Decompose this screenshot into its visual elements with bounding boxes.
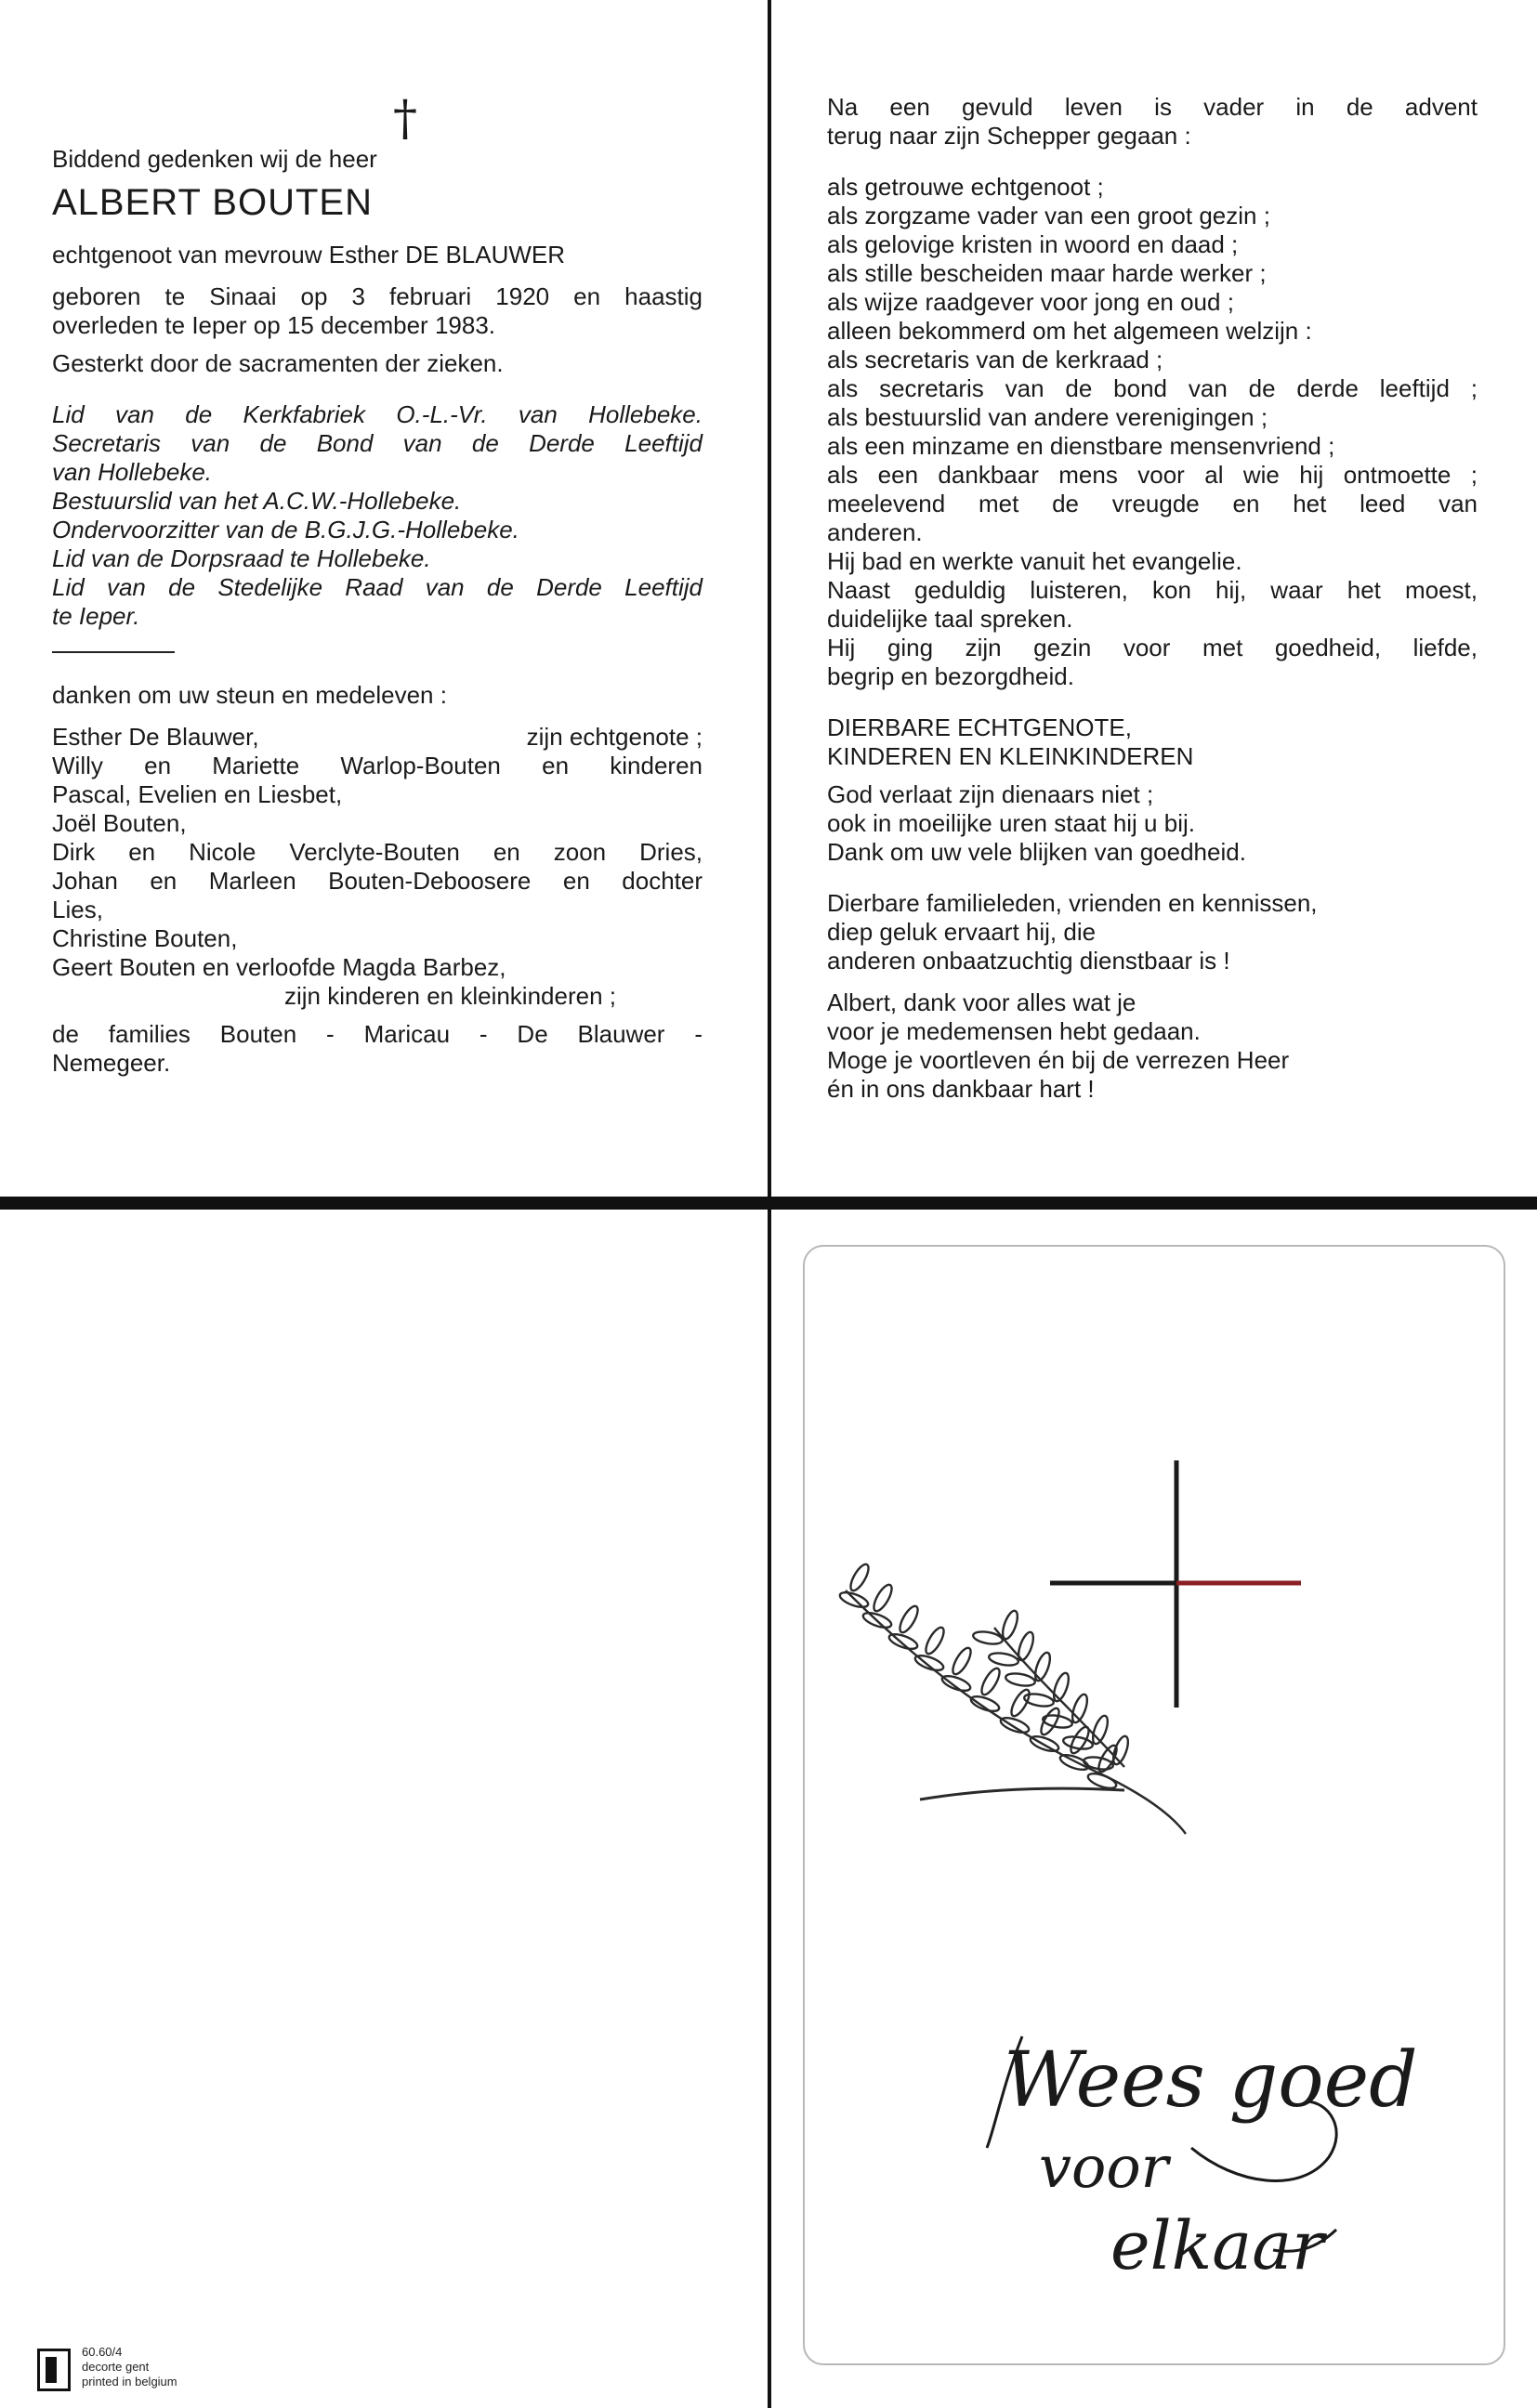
widow-name: Esther De Blauwer,	[52, 723, 259, 751]
calligraphy-line: Wees goed	[1004, 2036, 1418, 2125]
publisher-mark	[37, 2345, 177, 2391]
children-item: Christine Bouten,	[52, 924, 238, 952]
publisher-text	[82, 2345, 177, 2389]
children-item: Lies,	[52, 896, 103, 923]
leaf-shape	[1090, 1714, 1110, 1746]
functions-list	[52, 400, 703, 631]
leaf-shape	[897, 1603, 921, 1635]
publisher-name: decorte gent	[82, 2360, 150, 2374]
leaf-shape	[1058, 1752, 1090, 1773]
leaf-shape	[1000, 1609, 1020, 1641]
families-line: de families Bouten - Maricau - De Blauwer -	[52, 1020, 703, 1048]
death-line: overleden te Ieper op 15 december 1983.	[52, 311, 496, 339]
intro-line: Biddend gedenken wij de heer	[52, 145, 377, 173]
virtue-line: alleen bekommerd om het algemeen welzijn :	[827, 317, 1312, 345]
publisher-code: 60.60/4	[82, 2345, 123, 2359]
friends-text: anderen onbaatzuchtig dienstbaar is !	[827, 947, 1230, 975]
leaf-shape	[923, 1625, 947, 1656]
closing-text: Albert, dank voor alles wat je	[827, 988, 1136, 1016]
deceased-name: ALBERT BOUTEN	[52, 182, 373, 223]
spouse-line: echtgenoot van mevrouw Esther DE BLAUWER	[52, 241, 566, 268]
inner-left-page	[0, 0, 768, 1197]
function-item: Lid van de Stedelijke Raad van de Derde Leeftijd	[52, 573, 703, 601]
thanks-intro: danken om uw steun en medeleven :	[52, 681, 447, 709]
virtue-line: als secretaris van de bond van de derde leeftijd ;	[827, 374, 1478, 402]
virtue-line: als zorgzame vader van een groot gezin ;	[827, 202, 1270, 229]
obituary-column	[52, 93, 703, 1078]
leaf-shape	[1016, 1630, 1036, 1662]
virtues-list	[827, 173, 1478, 691]
leaf-shape	[913, 1653, 945, 1673]
leaf-shape	[999, 1715, 1031, 1735]
children-item: Pascal, Evelien en Liesbet,	[52, 780, 343, 808]
calligraphy-line: voor	[1039, 2133, 1169, 2201]
leaf-shape	[940, 1673, 972, 1694]
virtue-line: meelevend met de vreugde en het leed van	[827, 490, 1478, 517]
calligraphy-text	[987, 2036, 1418, 2284]
closing-text: én in ons dankbaar hart !	[827, 1075, 1095, 1103]
children-item: Joël Bouten,	[52, 809, 187, 837]
leaf-shape	[969, 1694, 1001, 1714]
opening-line: terug naar zijn Schepper gegaan :	[827, 122, 1191, 150]
widow-role: zijn echtgenote ;	[526, 723, 703, 751]
leaf-shape	[1110, 1734, 1131, 1766]
friends-text: Dierbare familieleden, vrienden en kennissen,	[827, 889, 1318, 917]
virtue-line: als een dankbaar mens voor al wie hij ontmoette ;	[827, 461, 1478, 489]
publisher-logo-icon	[37, 2349, 71, 2391]
cross-icon	[1050, 1460, 1301, 1708]
virtue-line: begrip en bezorgdheid.	[827, 662, 1074, 690]
virtue-line: als bestuurslid van andere verenigingen ;	[827, 403, 1268, 431]
function-item: te Ieper.	[52, 602, 140, 630]
families-line: Nemegeer.	[52, 1049, 171, 1077]
calligraphy-line: elkaar	[1110, 2206, 1324, 2284]
virtue-line: Hij ging zijn gezin voor met goedheid, liefde,	[827, 634, 1478, 661]
birth-line: geboren te Sinaai op 3 februari 1920 en haastig	[52, 282, 703, 310]
virtue-line: als secretaris van de kerkraad ;	[827, 346, 1163, 373]
leaf-shape	[1062, 1734, 1094, 1750]
leaf-shape	[1032, 1651, 1053, 1682]
leaf-shape	[979, 1666, 1003, 1697]
function-item: Lid van de Kerkfabriek O.-L.-Vr. van Hollebeke.	[52, 400, 703, 428]
inner-right-page	[771, 0, 1537, 1197]
leaf-shape	[871, 1582, 895, 1614]
function-item: Ondervoorzitter van de B.G.J.G.-Hollebeke.	[52, 516, 519, 543]
leaf-shape	[847, 1562, 872, 1593]
cover-artwork	[771, 1210, 1537, 2408]
back-page	[0, 1210, 768, 2408]
leaf-shape	[950, 1645, 974, 1677]
function-item: Bestuurslid van het A.C.W.-Hollebeke.	[52, 487, 462, 515]
family-heading: DIERBARE ECHTGENOTE,	[827, 713, 1132, 741]
friends-text: diep geluk ervaart hij, die	[827, 918, 1097, 946]
widow-row	[52, 723, 703, 752]
leaf-shape	[887, 1631, 919, 1652]
function-item: Lid van de Dorpsraad te Hollebeke.	[52, 544, 431, 572]
children-item: Johan en Marleen Bouten-Deboosere en dochter	[52, 867, 703, 895]
virtue-line: als een minzame en dienstbare mensenvriend ;	[827, 432, 1335, 460]
family-text: Dank om uw vele blijken van goedheid.	[827, 838, 1246, 866]
opening-line: Na een gevuld leven is vader in de advent	[827, 93, 1478, 121]
virtue-line: als getrouwe echtgenoot ;	[827, 173, 1104, 201]
printed-line: printed in belgium	[82, 2375, 177, 2388]
virtue-line: als wijze raadgever voor jong en oud ;	[827, 288, 1234, 316]
virtue-line: als gelovige kristen in woord en daad ;	[827, 230, 1239, 258]
family-text: ook in moeilijke uren staat hij u bij.	[827, 809, 1195, 837]
function-item: van Hollebeke.	[52, 458, 212, 486]
family-text: God verlaat zijn dienaars niet ;	[827, 780, 1154, 808]
virtue-line: duidelijke taal spreken.	[827, 605, 1073, 633]
children-item: Geert Bouten en verloofde Magda Barbez,	[52, 953, 506, 981]
virtue-line: Hij bad en werkte vanuit het evangelie.	[827, 547, 1242, 575]
tribute-column	[827, 93, 1478, 1104]
virtue-line: anderen.	[827, 518, 923, 546]
children-item: Dirk en Nicole Verclyte-Bouten en zoon Dries,	[52, 838, 703, 866]
leaf-shape	[1070, 1693, 1090, 1724]
leaf-shape	[1051, 1671, 1071, 1703]
virtue-line: Naast geduldig luisteren, kon hij, waar het moest,	[827, 576, 1478, 604]
children-role: zijn kinderen en kleinkinderen ;	[284, 982, 616, 1010]
leaf-shape	[1005, 1671, 1036, 1687]
children-list	[52, 752, 703, 982]
closing-text: voor je medemensen hebt gedaan.	[827, 1017, 1201, 1045]
sacraments-line: Gesterkt door de sacramenten der zieken.	[52, 349, 504, 377]
family-heading: KINDEREN EN KLEINKINDEREN	[827, 742, 1194, 770]
divider	[52, 651, 175, 653]
olive-branch-icon	[838, 1562, 1186, 1834]
cross-icon: †	[393, 91, 417, 147]
virtue-line: als stille bescheiden maar harde werker ;	[827, 259, 1267, 287]
function-item: Secretaris van de Bond van de Derde Leeftijd	[52, 429, 703, 457]
leaf-shape	[1038, 1706, 1062, 1737]
closing-text: Moge je voortleven én bij de verrezen Heer	[827, 1046, 1290, 1074]
leaf-shape	[988, 1651, 1019, 1667]
front-cover	[771, 1210, 1537, 2408]
children-item: Willy en Mariette Warlop-Bouten en kinderen	[52, 752, 703, 779]
